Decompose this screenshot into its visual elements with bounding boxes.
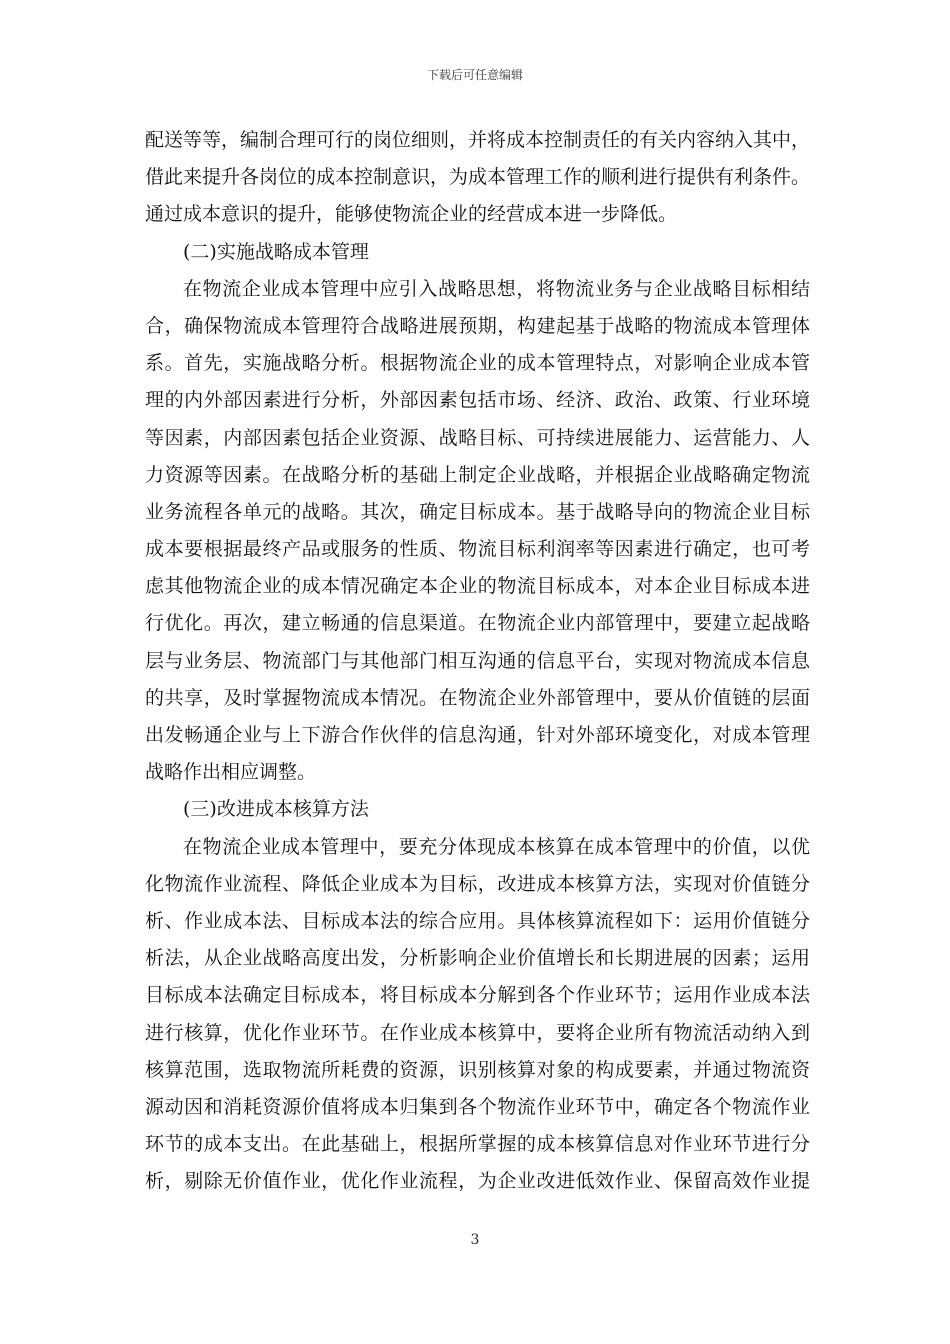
paragraph-line: 环节的成本支出。在此基础上，根据所掌握的成本核算信息对作业环节进行分 bbox=[145, 1133, 810, 1156]
paragraph-line: 目标成本法确定目标成本，将目标成本分解到各个作业环节；运用作业成本法 bbox=[145, 984, 810, 1007]
paragraph-line: 析法，从企业战略高度出发，分析影响企业价值增长和长期进展的因素；运用 bbox=[145, 947, 810, 970]
paragraph-line: 的共享，及时掌握物流成本情况。在物流企业外部管理中，要从价值链的层面 bbox=[145, 686, 810, 709]
paragraph-line: 力资源等因素。在战略分析的基础上制定企业战略，并根据企业战略确定物流 bbox=[145, 463, 810, 486]
paragraph-line: 源动因和消耗资源价值将成本归集到各个物流作业环节中，确定各个物流作业 bbox=[145, 1095, 810, 1118]
paragraph-line: 借此来提升各岗位的成本控制意识，为成本管理工作的顺利进行提供有利条件。 bbox=[145, 166, 811, 189]
paragraph-line: 合，确保物流成本管理符合战略进展预期，构建起基于战略的物流成本管理体 bbox=[145, 314, 810, 337]
paragraph-line: 在物流企业成本管理中，要充分体现成本核算在成本管理中的价值，以优 bbox=[183, 835, 810, 858]
paragraph-line: 进行核算，优化作业环节。在作业成本核算中，要将企业所有物流活动纳入到 bbox=[145, 1021, 810, 1044]
section-heading: (三)改进成本核算方法 bbox=[183, 798, 369, 821]
paragraph-line: 在物流企业成本管理中应引入战略思想，将物流业务与企业战略目标相结 bbox=[183, 277, 810, 300]
section-heading: (二)实施战略成本管理 bbox=[183, 240, 369, 263]
paragraph-line: 行优化。再次，建立畅通的信息渠道。在物流企业内部管理中，要建立起战略 bbox=[145, 612, 810, 635]
paragraph-line: 虑其他物流企业的成本情况确定本企业的物流目标成本，对本企业目标成本进 bbox=[145, 575, 810, 598]
paragraph-line: 出发畅通企业与上下游合作伙伴的信息沟通，针对外部环境变化，对成本管理 bbox=[145, 724, 810, 746]
paragraph-line: 化物流作业流程、降低企业成本为目标，改进成本核算方法，实现对价值链分 bbox=[145, 872, 810, 895]
paragraph-line: 层与业务层、物流部门与其他部门相互沟通的信息平台，实现对物流成本信息 bbox=[145, 649, 810, 672]
paragraph-line: 系。首先，实施战略分析。根据物流企业的成本管理特点，对影响企业成本管 bbox=[145, 352, 810, 375]
paragraph-line: 析，剔除无价值作业，优化作业流程，为企业改进低效作业、保留高效作业提 bbox=[145, 1170, 810, 1193]
paragraph-line: 等因素，内部因素包括企业资源、战略目标、可持续进展能力、运营能力、人 bbox=[145, 426, 810, 449]
paragraph-line: 通过成本意识的提升，能够使物流企业的经营成本进一步降低。 bbox=[145, 203, 678, 226]
page-number: 3 bbox=[470, 1232, 480, 1248]
paragraph-line: 析、作业成本法、目标成本法的综合应用。具体核算流程如下：运用价值链分 bbox=[145, 909, 810, 932]
paragraph-line: 业务流程各单元的战略。其次，确定目标成本。基于战略导向的物流企业目标 bbox=[145, 500, 810, 523]
paragraph-line: 核算范围，选取物流所耗费的资源，识别核算对象的构成要素，并通过物流资 bbox=[145, 1058, 810, 1081]
paragraph-line: 理的内外部因素进行分析，外部因素包括市场、经济、政治、政策、行业环境 bbox=[145, 389, 810, 412]
page-header: 下载后可任意编辑 bbox=[426, 68, 523, 82]
paragraph-line: 成本要根据最终产品或服务的性质、物流目标利润率等因素进行确定，也可考 bbox=[145, 538, 810, 561]
paragraph-line: 配送等等，编制合理可行的岗位细则，并将成本控制责任的有关内容纳入其中， bbox=[145, 129, 811, 151]
document-body bbox=[145, 122, 810, 1200]
paragraph-line: 战略作出相应调整。 bbox=[145, 761, 317, 784]
